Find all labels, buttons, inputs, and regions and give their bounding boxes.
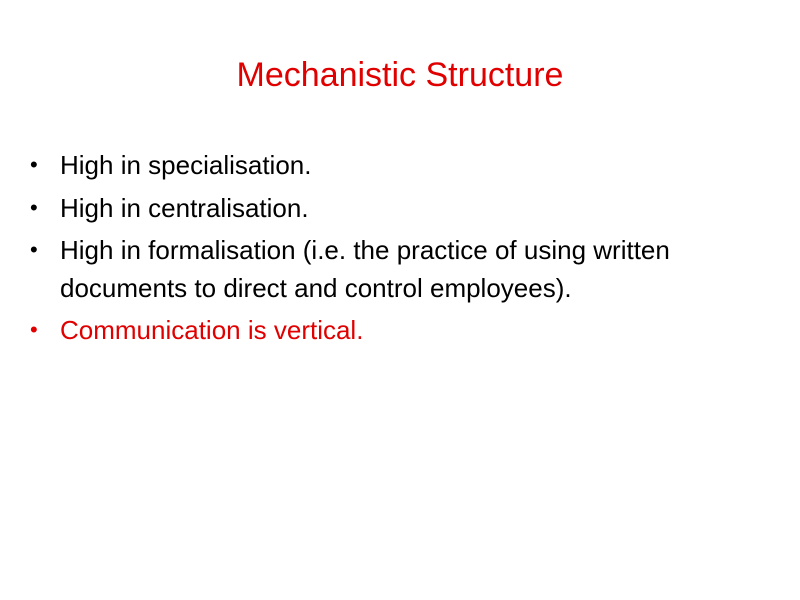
bullet-text: High in formalisation (i.e. the practice of using written documents to direct and control employees). [60, 235, 670, 303]
bullet-dot-icon: • [30, 317, 38, 342]
slide-title: Mechanistic Structure [236, 56, 564, 94]
bullet-text: Communication is vertical. [60, 315, 364, 345]
bullet-text: High in centralisation. [60, 193, 309, 223]
bullet-item [25, 231, 785, 307]
bullet-item [25, 145, 785, 185]
bullet-text: High in specialisation. [60, 150, 312, 180]
bullet-dot-icon: • [30, 237, 38, 262]
bullet-dot-icon: • [30, 152, 38, 177]
bullet-item [25, 188, 785, 228]
bullet-dot-icon: • [30, 195, 38, 220]
bullet-list [25, 145, 785, 353]
bullet-item-highlight [25, 310, 785, 350]
